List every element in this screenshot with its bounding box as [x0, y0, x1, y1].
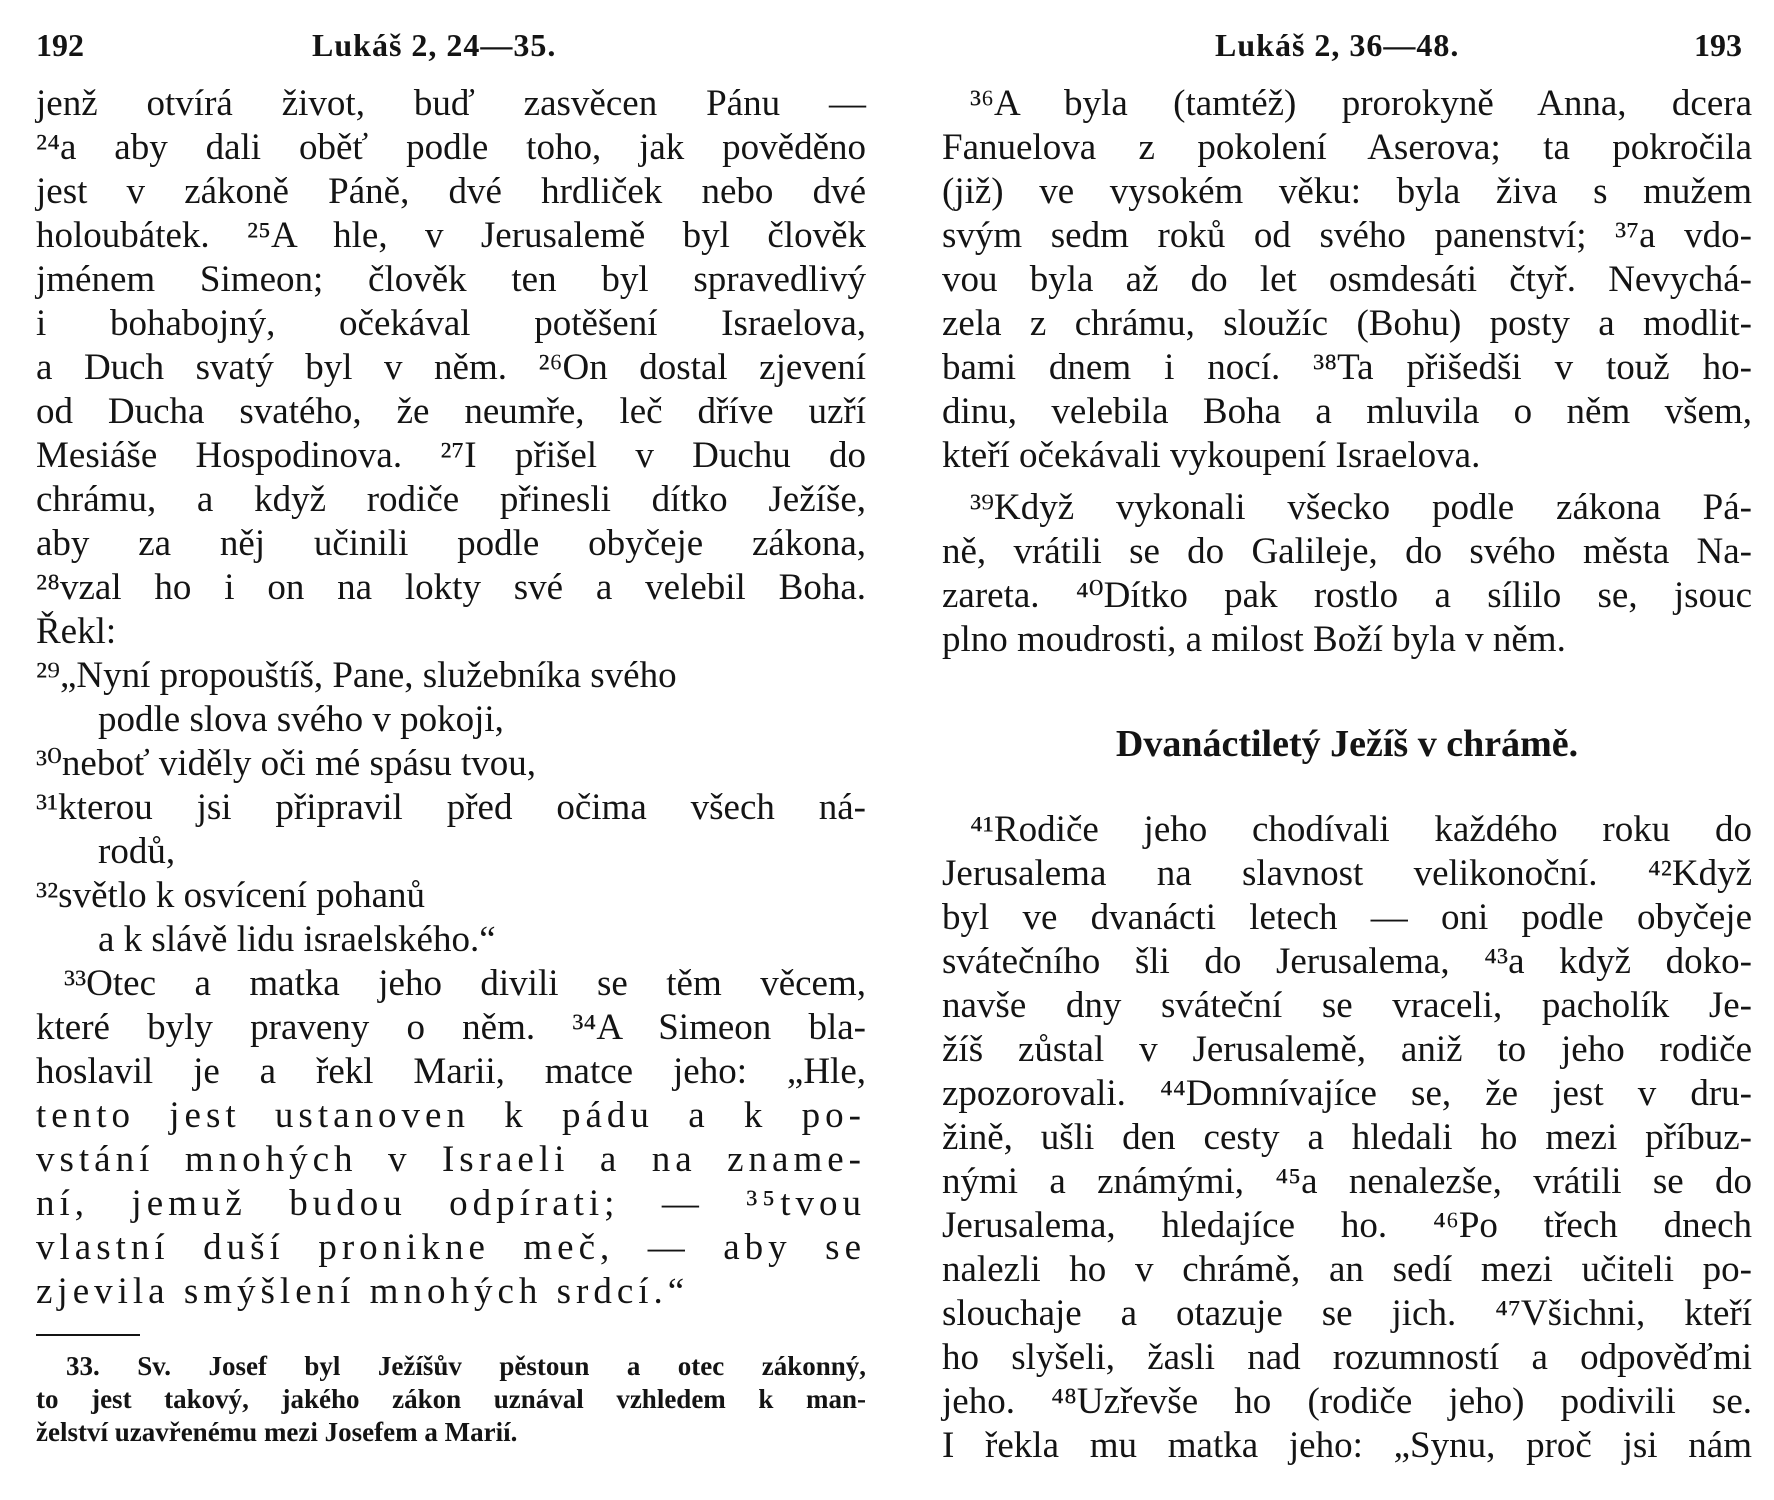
right-page [887, 0, 1774, 1500]
text-line: ní, jemuž budou odpírati; — ³⁵tvou [36, 1183, 866, 1224]
text-line: slouchaje a otazuje se jich. ⁴⁷Všichni, kteří [942, 1293, 1752, 1334]
text-line: i bohabojný, očekával potěšení Israelova, [36, 303, 866, 344]
text-line: jménem Simeon; člověk ten byl spravedlivý [36, 259, 866, 300]
text-line: Fanuelova z pokolení Aserova; ta pokročila [942, 127, 1752, 168]
poem-line: podle slova svého v pokoji, [98, 699, 504, 740]
text-line: hoslavil je a řekl Marii, matce jeho: „Hle, [36, 1051, 866, 1092]
text-line: svým sedm roků od svého panenství; ³⁷a vdo- [942, 215, 1752, 256]
text-line: (již) ve vysokém věku: byla živa s mužem [942, 171, 1752, 212]
text-line: jest v zákoně Páně, dvé hrdliček nebo dvé [36, 171, 866, 212]
text-line: bami dnem i nocí. ³⁸Ta přišedši v touž ho- [942, 347, 1752, 388]
text-line: žíš zůstal v Jerusalemě, aniž to jeho rodiče [942, 1029, 1752, 1070]
text-line: kteří očekávali vykoupení Israelova. [942, 435, 1481, 476]
text-line: zpozorovali. ⁴⁴Domnívajíce se, že jest v dru- [942, 1073, 1752, 1114]
text-line: I řekla mu matka jeho: „Synu, proč jsi nám [942, 1425, 1752, 1466]
poem-line: ³¹kterou jsi připravil před očima všech ná- [36, 787, 866, 828]
text-line: ně, vrátili se do Galileje, do svého města Na- [942, 531, 1752, 572]
text-line: ³⁹Když vykonali všecko podle zákona Pá- [970, 487, 1752, 528]
text-line: ⁴¹Rodiče jeho chodívali každého roku do [970, 809, 1752, 850]
footnote-line: to jest takový, jakého zákon uznával vzhledem k man- [36, 1384, 866, 1414]
running-head: Lukáš 2, 24—35. [312, 27, 557, 63]
text-line: aby za něj učinili podle obyčeje zákona, [36, 523, 866, 564]
poem-line: rodů, [98, 831, 176, 872]
text-line: navše dny sváteční se vraceli, pacholík Je- [942, 985, 1752, 1026]
page-number: 192 [36, 27, 84, 63]
poem-line: a k slávě lidu israelského.“ [98, 919, 496, 960]
text-line: Řekl: [36, 611, 117, 652]
poem-line: ³⁰neboť viděly oči mé spásu tvou, [36, 743, 537, 784]
text-line: které byly praveny o něm. ³⁴A Simeon bla- [36, 1007, 866, 1048]
text-line: od Ducha svatého, že neumře, leč dříve uzří [36, 391, 866, 432]
text-line: jenž otvírá život, buď zasvěcen Pánu — [36, 83, 866, 124]
text-line: holoubátek. ²⁵A hle, v Jerusalemě byl člověk [36, 215, 866, 256]
text-line: dinu, velebila Boha a mluvila o něm všem, [942, 391, 1752, 432]
text-line: byl ve dvanácti letech — oni podle obyčeje [942, 897, 1752, 938]
footnote-line: želství uzavřenému mezi Josefem a Marií. [36, 1417, 518, 1447]
text-line: jeho. ⁴⁸Uzřevše ho (rodiče jeho) podivili se. [942, 1381, 1752, 1422]
text-line: zjevila smýšlení mnohých srdcí.“ [36, 1271, 690, 1312]
section-heading: Dvanáctiletý Ježíš v chrámě. [1115, 723, 1579, 765]
text-line: zela z chrámu, sloužíc (Bohu) posty a modlit- [942, 303, 1752, 344]
text-line: vlastní duší pronikne meč, — aby se [36, 1227, 866, 1268]
text-line: chrámu, a když rodiče přinesli dítko Ježíše, [36, 479, 866, 520]
text-line: tento jest ustanoven k pádu a k po- [36, 1095, 866, 1136]
text-line: vstání mnohých v Israeli a na zname- [36, 1139, 866, 1180]
footnote-line: 33. Sv. Josef byl Ježíšův pěstoun a otec zákonný, [66, 1351, 866, 1381]
poem-line: ³²světlo k osvícení pohanů [36, 875, 426, 916]
text-line: vou byla až do let osmdesáti čtyř. Nevychá- [942, 259, 1752, 300]
text-line: zareta. ⁴⁰Dítko pak rostlo a sílilo se, jsouc [942, 575, 1752, 616]
left-text-block [36, 82, 866, 1449]
text-line: svátečního šli do Jerusalema, ⁴³a když doko- [942, 941, 1752, 982]
running-head: Lukáš 2, 36—48. [1215, 27, 1460, 63]
text-line: plno moudrosti, a milost Boží byla v něm. [942, 619, 1566, 660]
text-line: Mesiáše Hospodinova. ²⁷I přišel v Duchu do [36, 435, 866, 476]
footnote [36, 1350, 866, 1449]
text-line: a Duch svatý byl v něm. ²⁶On dostal zjevení [36, 347, 866, 388]
text-line: ho slyšeli, žasli nad rozumností a odpověďmi [942, 1337, 1752, 1378]
text-line: ³³Otec a matka jeho divili se těm věcem, [64, 963, 866, 1004]
text-line: ²⁴a aby dali oběť podle toho, jak pověděno [36, 127, 866, 168]
text-line: ²⁸vzal ho i on na lokty své a velebil Boha. [36, 567, 866, 608]
text-line: Jerusalema na slavnost velikonoční. ⁴²Když [942, 853, 1752, 894]
text-line: ³⁶A byla (tamtéž) prorokyně Anna, dcera [970, 83, 1752, 124]
right-text-block [942, 82, 1752, 1468]
text-line: žině, ušli den cesty a hledali ho mezi příbuz- [942, 1117, 1752, 1158]
page-number: 193 [1694, 27, 1742, 63]
text-line: Jerusalema, hledajíce ho. ⁴⁶Po třech dnech [942, 1205, 1752, 1246]
text-line: nalezli ho v chrámě, an sedí mezi učiteli po- [942, 1249, 1752, 1290]
footnote-rule [36, 1334, 140, 1336]
poem-line: ²⁹„Nyní propouštíš, Pane, služebníka svého [36, 655, 677, 696]
text-line: nými a známými, ⁴⁵a nenalezše, vrátili se do [942, 1161, 1752, 1202]
